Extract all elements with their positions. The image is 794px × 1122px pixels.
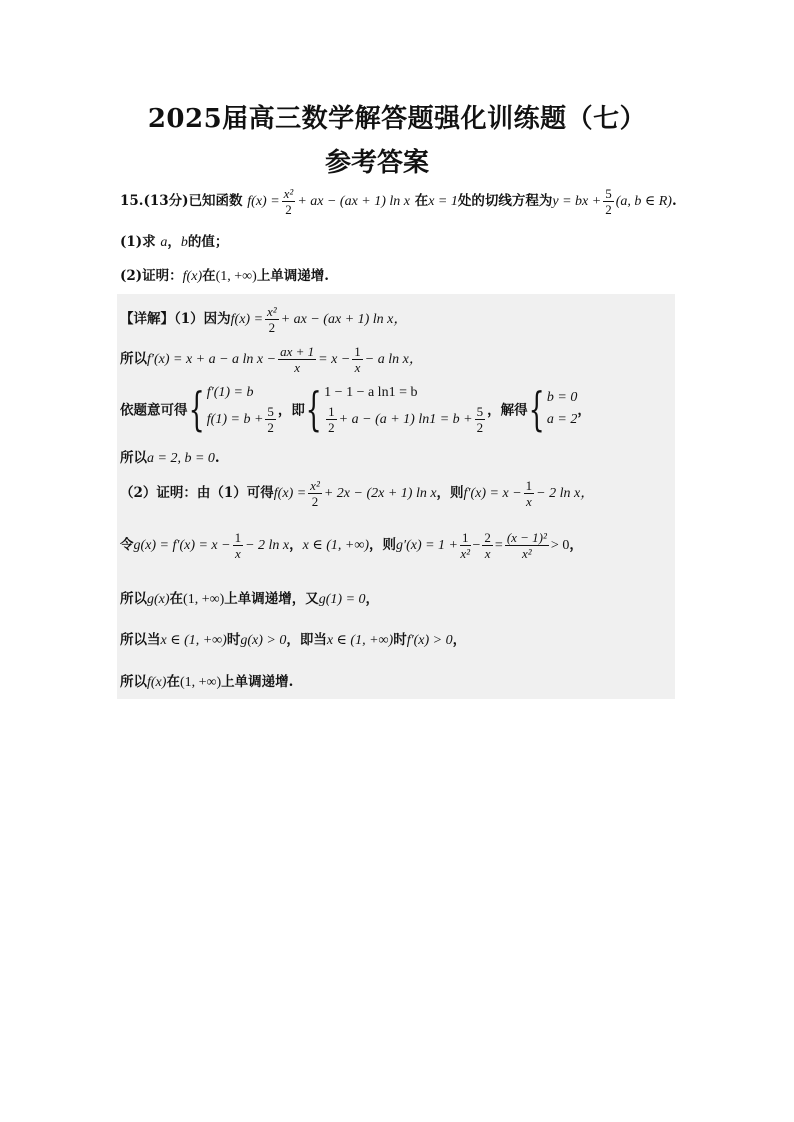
document-title: 2025届高三数学解答题强化训练题（七） [147, 104, 647, 134]
part-1: (1)求 a，b的值； [120, 234, 229, 250]
function-rhs: + ax − (ax + 1) ln x [297, 194, 411, 209]
tangent-point: x = 1 [428, 194, 458, 209]
equation-system-3: b = 0 a = 2 [546, 389, 578, 427]
fraction: $\frac{\text{x²}}{2}$ [283, 186, 294, 217]
equation-system-1: f′(1) = b f(1) = b + $\frac{5}{2}$ [206, 385, 274, 435]
problem-score: (13分) [143, 193, 189, 209]
solution-line-9: 所以f(x)在(1, +∞)上单调递增. [120, 674, 294, 690]
fraction: $\frac{ax + 1}{x}$ [280, 344, 315, 375]
problem-statement: 15.(13分)已知函数 f(x) = $\frac{\text{x²}}{2}$ + ax − (ax + 1) ln x 在x = 1处的切线方程为y = bx + $\frac{5}{2}$ (a, b ∈ R). [120, 186, 677, 217]
problem-intro: 已知函数 [188, 193, 243, 209]
solution-line-8: 所以当x ∈ (1, +∞)时g(x) > 0，即当x ∈ (1, +∞)时f′(x) > 0， [120, 632, 467, 648]
part-2: (2)证明：f(x)在(1, +∞)上单调递增. [120, 268, 330, 284]
solution-line-3: 依题意可得{ f′(1) = b f(1) = b + $\frac{5}{2}$ ，即{ 1 − 1 − a ln1 = b $\frac{1}{2}$ + a − (a + 1) ln1 = b + $\frac{5}{2}$ ，解得{ b = 0 a = 2 ， [120, 381, 591, 436]
solution-line-5: （2）证明：由（1）可得f(x) = $\frac{\text{x²}}{2}$ + 2x − (2x + 1) ln x，则f′(x) = x − $\frac{1}{x}$ − 2 ln x， [120, 478, 595, 509]
equation-system-2: 1 − 1 − a ln1 = b $\frac{1}{2}$ + a − (a + 1) ln1 = b + $\frac{5}{2}$ [324, 385, 484, 435]
document-subtitle: 参考答案 [325, 148, 430, 178]
fraction: $\frac{5}{2}$ [605, 186, 612, 217]
solution-line-4: 所以a = 2, b = 0. [120, 450, 220, 466]
solution-line-7: 所以g(x)在(1, +∞)上单调递增，又g(1) = 0， [120, 591, 380, 607]
left-brace: { [528, 381, 545, 436]
tangent-rhs: (a, b ∈ R) [615, 194, 672, 209]
solution-line-6: 令g(x) = f′(x) = x − $\frac{1}{x}$ − 2 ln x，x ∈ (1, +∞)，则g′(x) = 1 + $\frac{1}{\text{x²}}$ − $\frac{2}{x}$ = $\frac{\text{(x − 1)²}}{\text{x²}}$ > 0， [120, 530, 583, 561]
problem-number: 15. [120, 193, 144, 209]
left-brace: { [305, 381, 322, 436]
fraction: $\frac{1}{x}$ [354, 344, 361, 375]
solution-line-2: 所以f′(x) = x + a − a ln x − $\frac{ax + 1}{x}$ = x − $\frac{1}{x}$ − a ln x， [120, 344, 423, 375]
tangent-lhs: y = bx + [552, 194, 602, 209]
function-lhs: f(x) = [247, 194, 280, 209]
left-brace: { [188, 381, 205, 436]
fraction: $\frac{\text{x²}}{2}$ [267, 304, 277, 335]
solution-line-1: 【详解】（1）因为f(x) = $\frac{\text{x²}}{2}$ + ax − (ax + 1) ln x， [120, 304, 408, 335]
